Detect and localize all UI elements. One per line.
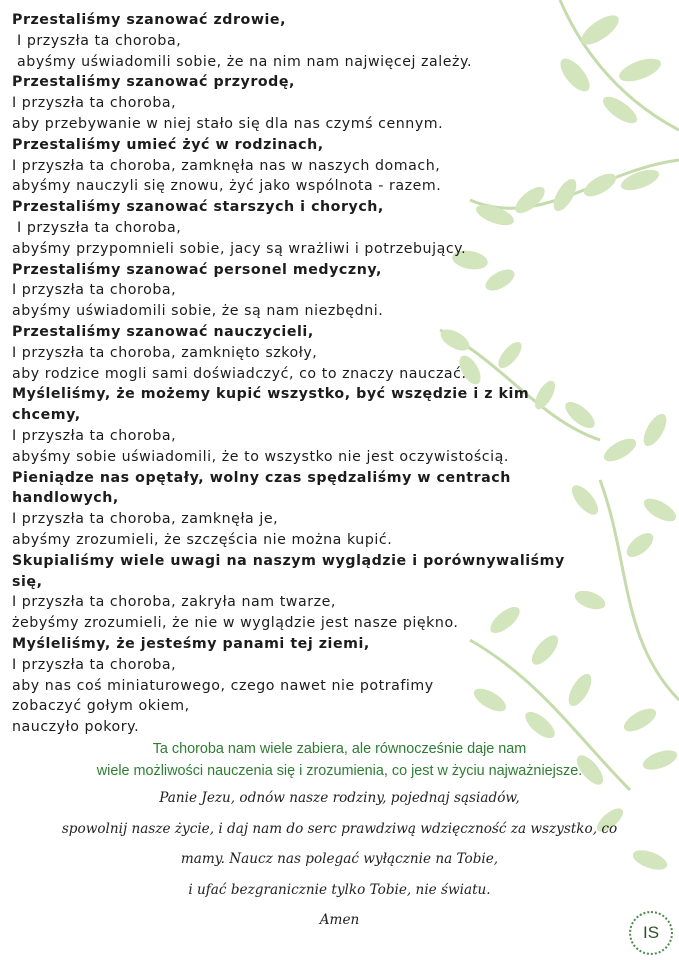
stanza-heading: Skupialiśmy wiele uwagi na naszym wyglądzie i porównywaliśmy się, xyxy=(12,552,565,590)
stanza-heading: Przestaliśmy szanować przyrodę, xyxy=(12,74,295,91)
stanza xyxy=(12,260,632,322)
prayer-amen: Amen xyxy=(319,912,360,928)
stanza-heading: Przestaliśmy szanować zdrowie, xyxy=(12,12,287,28)
poem xyxy=(12,10,632,738)
stanza xyxy=(12,72,632,134)
stanza-line: I przyszła ta choroba, xyxy=(12,427,177,444)
prayer-line: mamy. Naucz nas polegać wyłącznie na Tobie, xyxy=(180,851,499,867)
stanza-line: I przyszła ta choroba, zamknęła je, xyxy=(12,511,279,528)
stanza xyxy=(12,135,632,197)
author-monogram-badge xyxy=(629,911,673,955)
stanza-line: I przyszła ta choroba, xyxy=(12,656,177,673)
stanza-line: zobaczyć gołym okiem, xyxy=(12,698,190,715)
stanza-line: I przyszła ta choroba, xyxy=(12,282,177,299)
stanza xyxy=(12,468,632,551)
stanza-line: abyśmy przypomnieli sobie, jacy są wrażliwi i potrzebujący. xyxy=(12,240,467,257)
stanza-line: abyśmy nauczyli się znowu, żyć jako wspólnota - razem. xyxy=(12,178,442,195)
stanza xyxy=(12,384,632,467)
stanza-line: abyśmy uświadomili sobie, że są nam niezbędni. xyxy=(12,303,384,320)
closing-line: Ta choroba nam wiele zabiera, ale równocześnie daje nam xyxy=(152,741,527,757)
prayer xyxy=(0,783,679,936)
stanza-line: żebyśmy zrozumieli, że nie w wyglądzie jest nasze piękno. xyxy=(12,615,459,632)
stanza-line: aby przebywanie w niej stało się dla nas czymś cennym. xyxy=(12,115,444,132)
closing-line: wiele możliwości nauczenia się i zrozumienia, co jest w życiu najważniejsze. xyxy=(96,763,583,779)
prayer-line: i ufać bezgranicznie tylko Tobie, nie światu. xyxy=(188,881,491,898)
closing-statement xyxy=(0,738,679,782)
stanza-line: I przyszła ta choroba, xyxy=(12,219,182,236)
stanza-line: aby rodzice mogli sami doświadczyć, co to znaczy nauczać. xyxy=(12,365,467,382)
stanza-heading: Myśleliśmy, że możemy kupić wszystko, być wszędzie i z kim chcemy, xyxy=(12,386,530,424)
stanza-line: I przyszła ta choroba, zamknęła nas w naszych domach, xyxy=(12,157,441,174)
stanza-heading: Przestaliśmy szanować starszych i chorych, xyxy=(12,199,384,216)
stanza xyxy=(12,10,632,72)
stanza-heading: Przestaliśmy szanować nauczycieli, xyxy=(12,323,314,340)
stanza-heading: Przestaliśmy umieć żyć w rodzinach, xyxy=(12,136,324,153)
stanza-heading: Myśleliśmy, że jesteśmy panami tej ziemi, xyxy=(12,635,370,652)
monogram-text: IS xyxy=(642,923,660,942)
prayer-line: Panie Jezu, odnów nasze rodziny, pojednaj sąsiadów, xyxy=(159,790,520,806)
stanza-heading: Przestaliśmy szanować personel medyczny, xyxy=(12,261,382,278)
stanza-line: abyśmy uświadomili sobie, że na nim nam najwięcej zależy. xyxy=(12,53,473,70)
stanza-line: I przyszła ta choroba, xyxy=(12,95,177,112)
stanza xyxy=(12,322,632,384)
stanza-line: nauczyło pokory. xyxy=(12,719,140,736)
stanza-line: I przyszła ta choroba, zakryła nam twarze, xyxy=(12,594,336,611)
stanza xyxy=(12,197,632,259)
prayer-line: spowolnij nasze życie, i daj nam do serc prawdziwą wdzięczność za wszystko, co xyxy=(61,820,618,837)
stanza xyxy=(12,551,632,634)
stanza-line: abyśmy zrozumieli, że szczęścia nie można kupić. xyxy=(12,531,393,548)
stanza xyxy=(12,634,632,738)
stanza-heading: Pieniądze nas opętały, wolny czas spędzaliśmy w centrach handlowych, xyxy=(12,469,511,507)
stanza-line: I przyszła ta choroba, xyxy=(12,32,182,49)
stanza-line: I przyszła ta choroba, zamknięto szkoły, xyxy=(12,344,318,361)
stanza-line: abyśmy sobie uświadomili, że to wszystko nie jest oczywistością. xyxy=(12,448,509,465)
stanza-line: aby nas coś miniaturowego, czego nawet nie potrafimy xyxy=(12,677,434,694)
